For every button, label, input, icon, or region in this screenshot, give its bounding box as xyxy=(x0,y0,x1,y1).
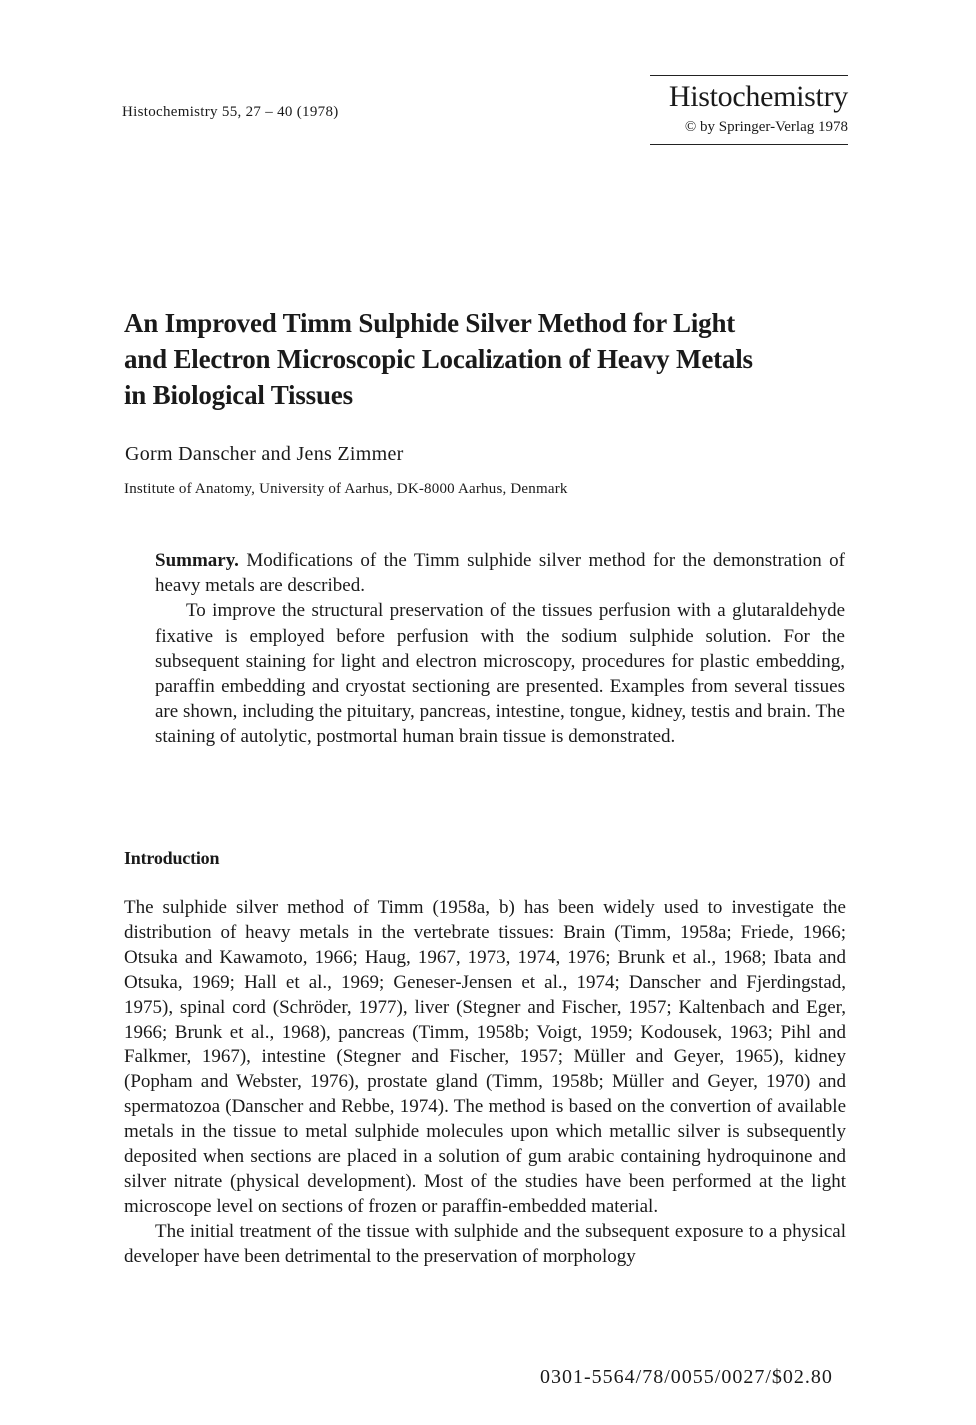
copyright-notice: © by Springer-Verlag 1978 xyxy=(684,119,848,135)
summary-label: Summary. xyxy=(155,550,239,571)
summary-paragraph xyxy=(155,548,845,598)
title-line: and Electron Microscopic Localization of Heavy Metals xyxy=(124,344,753,374)
article-title xyxy=(124,305,844,413)
summary-text: Modifications of the Timm sulphide silver method for the demonstration of heavy metals are described. xyxy=(155,550,846,597)
article-code: 0301-5564/78/0055/0027/$02.80 xyxy=(540,1366,833,1388)
section-heading-introduction: Introduction xyxy=(124,848,220,868)
summary-paragraph: To improve the structural preservation of the tissues perfusion with a glutaraldehyde fixative is employed before perfusion with the sodium sulphide solution. For the subsequent staining for light and electron microscopy, procedures for plastic embedding, paraffin embedding and cryostat sectioning are presented. Examples from several tissues are shown, including the pituitary, pancreas, intestine, tongue, kidney, testis and brain. The staining of autolytic, postmortal human brain tissue is demonstrated. xyxy=(155,600,845,748)
body-paragraph: The sulphide silver method of Timm (1958a, b) has been widely used to investigate the distribution of heavy metals in the vertebrate tissues: Brain (Timm, 1958a; Friede, 1966; Otsuka and Kawamoto, 1966; Haug, 1967, 1973, 1974, 1976; Brunk et al., 1968; Ibata and Otsuka, 1969; Hall et al., 1969; Geneser-Jensen et al., 1974; Danscher and Fjerdingstad, 1975), spinal cord (Schröder, 1977), liver (Stegner and Fischer, 1957; Kaltenbach and Eger, 1966; Brunk et al., 1968), pancreas (Timm, 1958b; Voigt, 1959; Kodousek, 1963; Pihl and Falkmer, 1967), intestine (Stegner and Fischer, 1957; Müller and Geyer, 1965), kidney (Popham and Webster, 1976), prostate gland (Timm, 1958b; Müller and Geyer, 1970) and spermatozoa (Danscher and Rebbe, 1974). The method is based on the convertion of available metals in the tissue to metal sulphide molecules upon which metallic silver is subsequently deposited when sections are placed in a solution of gum arabic containing hydroquinone and silver nitrate (physical development). Most of the studies have been performed at the light microscope level on sections of frozen or paraffin-embedded material. xyxy=(124,897,846,1217)
masthead-bottom-rule xyxy=(650,144,848,145)
journal-citation: Histochemistry 55, 27 – 40 (1978) xyxy=(122,104,339,120)
masthead-top-rule xyxy=(650,75,848,76)
summary-section xyxy=(155,548,845,750)
authors: Gorm Danscher and Jens Zimmer xyxy=(125,443,404,465)
title-line: in Biological Tissues xyxy=(124,380,353,410)
journal-name: Histochemistry xyxy=(668,80,848,113)
body-paragraph: The initial treatment of the tissue with sulphide and the subsequent exposure to a physical developer have been detrimental to the preservation of morphology xyxy=(124,1220,846,1267)
title-line: An Improved Timm Sulphide Silver Method for Light xyxy=(124,308,736,338)
affiliation: Institute of Anatomy, University of Aarhus, DK-8000 Aarhus, Denmark xyxy=(124,481,568,497)
introduction-body xyxy=(124,896,846,1270)
journal-masthead xyxy=(650,75,848,145)
